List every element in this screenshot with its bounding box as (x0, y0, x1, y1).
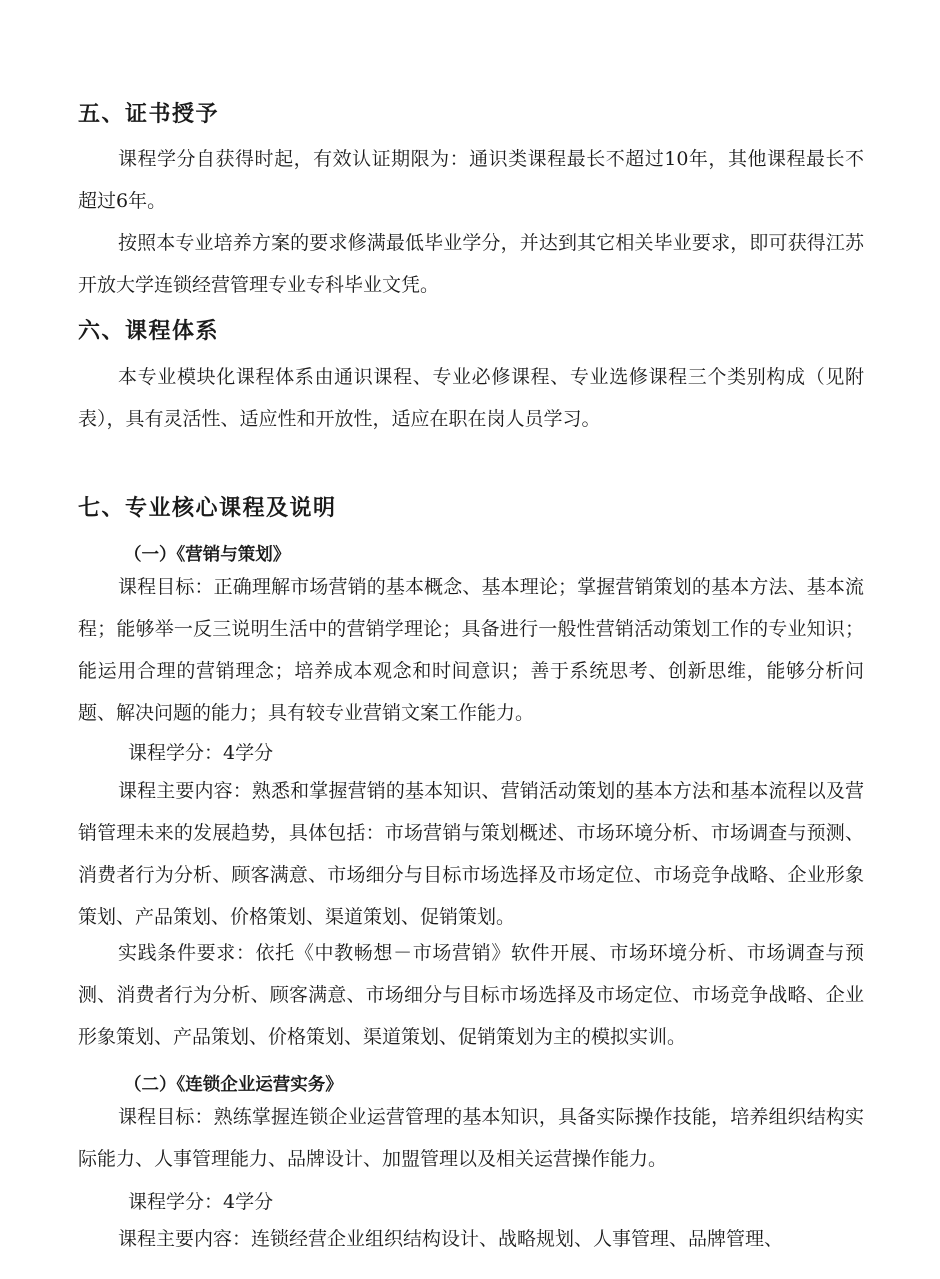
course-2-content: 课程主要内容：连锁经营企业组织结构设计、战略规划、人事管理、品牌管理、 (118, 1228, 784, 1250)
course-1-content: 课程主要内容：熟悉和掌握营销的基本知识、营销活动策划的基本方法和基本流程以及营销管理未来的发展趋势，具体包括：市场营销与策划概述、市场环境分析、市场调查与预测、消费者行为分析、顾客满意、市场细分与目标市场选择及市场定位、市场竞争战略、企业形象策划、产品策划、价格策划、渠道策划、促销策划。 (78, 780, 864, 928)
course-2-goal: 课程目标：熟练掌握连锁企业运营管理的基本知识，具备实际操作技能，培养组织结构实际能力、人事管理能力、品牌设计、加盟管理以及相关运营操作能力。 (78, 1106, 864, 1170)
section-6-paragraph-1: 本专业模块化课程体系由通识课程、专业必修课程、专业选修课程三个类别构成（见附表），具有灵活性、适应性和开放性，适应在职在岗人员学习。 (78, 366, 864, 430)
course-1-credits: 课程学分：4学分 (128, 742, 274, 764)
section-5-heading: 五、证书授予 (78, 102, 220, 127)
section-5-paragraph-2: 按照本专业培养方案的要求修满最低毕业学分，并达到其它相关毕业要求，即可获得江苏开放大学连锁经营管理专业专科毕业文凭。 (78, 232, 864, 296)
course-2-title: （二）《连锁企业运营实务》 (124, 1075, 343, 1095)
section-6-heading: 六、课程体系 (78, 319, 220, 344)
course-1-practice: 实践条件要求：依托《中教畅想－市场营销》软件开展、市场环境分析、市场调查与预测、消费者行为分析、顾客满意、市场细分与目标市场选择及市场定位、市场竞争战略、企业形象策划、产品策划、价格策划、渠道策划、促销策划为主的模拟实训。 (78, 942, 864, 1048)
course-1-title: （一）《营销与策划》 (124, 545, 291, 565)
course-2-credits: 课程学分：4学分 (128, 1191, 274, 1213)
section-7-heading: 七、专业核心课程及说明 (78, 496, 337, 521)
section-5-paragraph-1: 课程学分自获得时起，有效认证期限为：通识类课程最长不超过10年，其他课程最长不超过6年。 (78, 148, 864, 212)
course-1-goal: 课程目标：正确理解市场营销的基本概念、基本理论；掌握营销策划的基本方法、基本流程；能够举一反三说明生活中的营销学理论；具备进行一般性营销活动策划工作的专业知识；能运用合理的营销理念；培养成本观念和时间意识；善于系统思考、创新思维，能够分析问题、解决问题的能力；具有较专业营销文案工作能力。 (78, 576, 864, 724)
